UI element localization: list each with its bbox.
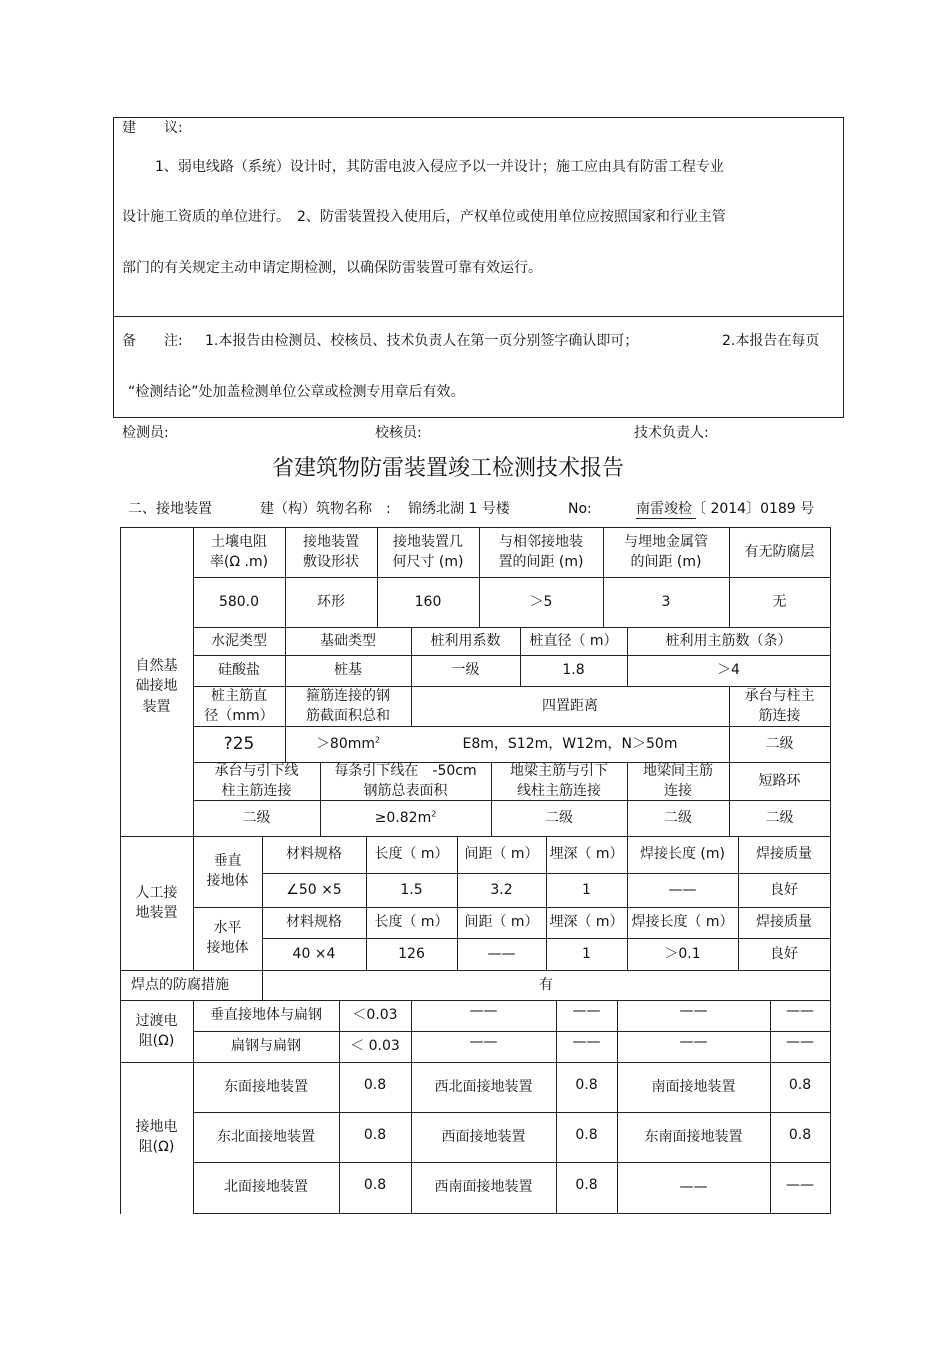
vertical-header: 材料规格 — [286, 846, 342, 862]
natural-header-4: 短路环 — [758, 773, 801, 789]
remark-label: 备 注: — [122, 333, 183, 349]
natural-value-4: 二级 — [664, 810, 692, 826]
natural-value-2: 硅酸盐 — [218, 662, 260, 678]
grounding-point-value: 0.8 — [788, 1127, 812, 1143]
natural-header-3: 四置距离 — [542, 698, 598, 714]
weld-anticorrosion-value: 有 — [539, 977, 553, 993]
table-hline — [120, 1062, 831, 1063]
vertical-value: 1 — [582, 882, 591, 898]
table-hline — [120, 527, 831, 528]
natural-header-4: 每条引下线在 -50cm 钢筋总表面积 — [334, 763, 477, 800]
natural-value-3: 二级 — [765, 736, 794, 752]
table-hline — [193, 907, 831, 908]
transition-row-value: ＜ 0.03 — [350, 1038, 400, 1054]
natural-value-2: ＞4 — [717, 662, 740, 678]
natural-header-1: 接地装置 敷设形状 — [303, 534, 359, 571]
natural-value-1: 3 — [661, 594, 671, 610]
table-hline — [120, 970, 831, 971]
grounding-point-value: 0.8 — [363, 1177, 387, 1193]
grounding-point-name: 西面接地装置 — [441, 1129, 526, 1145]
table-hline — [193, 577, 831, 578]
grounding-point-value: 0.8 — [788, 1077, 812, 1093]
horizontal-value: 良好 — [770, 946, 798, 962]
horizontal-value: 1 — [582, 946, 591, 962]
horizontal-value: —— — [487, 946, 516, 962]
table-hline — [193, 1213, 831, 1214]
natural-value-3: E8m，S12m，W12m，N＞50m — [462, 736, 678, 752]
horizontal-value: 40 ×4 — [292, 946, 336, 962]
horizontal-header: 焊接质量 — [756, 914, 812, 930]
horizontal-electrode-label: 水平 接地体 — [206, 920, 249, 957]
grounding-point-name: 东面接地装置 — [224, 1079, 308, 1095]
artificial-grounding-label: 人工接 地装置 — [135, 885, 178, 922]
grounding-point-name: 东南面接地装置 — [644, 1129, 743, 1145]
natural-value-1: 环形 — [317, 594, 345, 610]
grounding-point-name: 南面接地装置 — [651, 1079, 736, 1095]
remark-part-1: 1.本报告由检测员、校核员、技术负责人在第一页分别签字确认即可； — [205, 333, 639, 349]
grounding-point-value: 0.8 — [363, 1077, 387, 1093]
vertical-value: —— — [668, 882, 697, 898]
vertical-header: 焊接长度 (m) — [639, 846, 725, 862]
natural-value-2: 一级 — [451, 662, 480, 678]
natural-header-3: 箍筋连接的钢 筋截面积总和 — [306, 688, 390, 725]
building-label: 建（构）筑物名称 : — [260, 501, 391, 517]
vertical-header: 长度（ m） — [374, 846, 449, 862]
horizontal-header: 间距（ m） — [464, 914, 539, 930]
natural-value-2: 桩基 — [334, 662, 362, 678]
grounding-point-value: —— — [786, 1177, 814, 1193]
transition-row-name: 垂直接地体与扁钢 — [210, 1007, 322, 1023]
transition-row-empty: —— — [679, 1003, 708, 1019]
vertical-value: ∠50 ×5 — [286, 882, 342, 898]
horizontal-header: 材料规格 — [286, 914, 342, 930]
table-hline — [193, 655, 831, 656]
suggestion-label: 建 议: — [122, 120, 183, 136]
checker-label: 校核员: — [375, 425, 422, 441]
table-vline — [830, 527, 831, 1214]
grounding-point-name: 西南面接地装置 — [434, 1179, 533, 1195]
natural-header-3: 承台与柱主 筋连接 — [744, 688, 815, 725]
table-hline — [193, 627, 831, 628]
transition-resistance-label: 过渡电 阻(Ω) — [135, 1013, 178, 1050]
report-no-value: 南雷竣检〔 2014〕0189 号 — [636, 501, 815, 517]
tech-lead-label: 技术负责人: — [634, 425, 709, 441]
natural-header-1: 与埋地金属管 的间距 (m) — [624, 534, 708, 571]
transition-row-empty: —— — [786, 1034, 814, 1050]
table-hline — [193, 1162, 831, 1163]
transition-row-empty: —— — [572, 1034, 601, 1050]
natural-value-4: $\ge 0.82m^2$ — [374, 809, 437, 826]
grounding-point-name: 西北面接地装置 — [434, 1079, 533, 1095]
remark-box — [113, 316, 844, 418]
suggestion-line-2: 设计施工资质的单位进行。 2、防雷装置投入使用后，产权单位或使用单位应按照国家和行业主管 — [122, 209, 726, 225]
report-title: 省建筑物防雷装置竣工检测技术报告 — [272, 456, 625, 481]
remark-part-2: 2.本报告在每页 — [722, 333, 820, 349]
suggestion-line-3: 部门的有关规定主动申请定期检测，以确保防雷装置可靠有效运行。 — [122, 260, 542, 276]
transition-row-empty: —— — [679, 1034, 708, 1050]
transition-row-empty: —— — [572, 1003, 601, 1019]
report-no-underline — [636, 518, 696, 519]
natural-header-1: 土壤电阻 率(Ω .m) — [209, 534, 269, 571]
grounding-point-value: 0.8 — [575, 1177, 598, 1193]
natural-header-2: 桩直径（ m） — [529, 633, 618, 649]
suggestion-line-1: 1、弱电线路（系统）设计时，其防雷电波入侵应予以一并设计；施工应由具有防雷工程专业 — [155, 159, 724, 175]
vertical-value: 良好 — [770, 882, 798, 898]
vertical-header: 焊接质量 — [756, 846, 812, 862]
section-label: 二、接地装置 — [128, 501, 212, 517]
transition-row-empty: —— — [469, 1003, 498, 1019]
horizontal-value: 126 — [398, 946, 425, 962]
report-no-label: No: — [568, 501, 592, 517]
grounding-point-name: —— — [679, 1179, 708, 1195]
natural-header-2: 水泥类型 — [211, 633, 267, 649]
natural-value-4: 二级 — [545, 810, 573, 826]
table-hline — [120, 836, 831, 837]
natural-grounding-label: 自然基 础接地 装置 — [135, 658, 178, 715]
natural-value-4: 二级 — [765, 810, 794, 826]
grounding-point-name: 北面接地装置 — [224, 1179, 308, 1195]
grounding-resistance-label: 接地电 阻(Ω) — [135, 1119, 178, 1156]
natural-value-2: 1.8 — [562, 662, 585, 678]
natural-value-1: 无 — [772, 594, 787, 610]
natural-header-2: 基础类型 — [320, 633, 376, 649]
natural-value-1: ＞5 — [529, 594, 553, 610]
natural-header-1: 与相邻接地装 置的间距 (m) — [498, 534, 584, 571]
grounding-point-name: 东北面接地装置 — [217, 1129, 315, 1145]
vertical-value: 3.2 — [490, 882, 513, 898]
horizontal-header: 长度（ m） — [374, 914, 449, 930]
transition-row-empty: —— — [469, 1034, 498, 1050]
natural-value-1: 160 — [414, 594, 442, 610]
natural-header-4: 地梁间主筋 连接 — [643, 763, 713, 800]
horizontal-header: 焊接长度（ m） — [631, 914, 734, 930]
weld-anticorrosion-label: 焊点的防腐措施 — [131, 977, 229, 993]
remark-line-2: “检测结论”处加盖检测单位公章或检测专用章后有效。 — [128, 384, 465, 400]
table-hline — [193, 1112, 831, 1113]
natural-header-4: 承台与引下线 柱主筋连接 — [214, 763, 299, 800]
horizontal-value: ＞0.1 — [664, 946, 701, 962]
natural-header-3: 桩主筋直 径（mm） — [204, 688, 274, 725]
vertical-header: 间距（ m） — [464, 846, 539, 862]
natural-header-2: 桩利用系数 — [430, 633, 501, 649]
grounding-point-value: 0.8 — [575, 1077, 598, 1093]
natural-header-1: 接地装置几 何尺寸 (m) — [392, 534, 464, 571]
natural-value-3: ?25 — [223, 734, 255, 754]
grounding-point-value: 0.8 — [363, 1127, 387, 1143]
vertical-electrode-label: 垂直 接地体 — [206, 853, 249, 890]
building-name: 锦绣北湖 1 号楼 — [408, 501, 510, 517]
transition-row-value: ＜0.03 — [352, 1007, 398, 1023]
vertical-header: 埋深（ m） — [549, 846, 624, 862]
natural-value-1: 580.0 — [218, 594, 260, 610]
natural-value-4: 二级 — [242, 810, 271, 826]
vertical-value: 1.5 — [400, 882, 423, 898]
horizontal-header: 埋深（ m） — [549, 914, 624, 930]
natural-header-2: 桩利用主筋数（条） — [665, 633, 792, 649]
natural-header-4: 地梁主筋与引下 线柱主筋连接 — [510, 763, 608, 800]
natural-header-1: 有无防腐层 — [744, 544, 815, 560]
inspector-label: 检测员: — [122, 425, 169, 441]
table-vline — [120, 527, 121, 1214]
grounding-point-value: 0.8 — [575, 1127, 598, 1143]
transition-row-empty: —— — [786, 1003, 814, 1019]
natural-value-3: $>80mm^2$ — [315, 735, 381, 752]
transition-row-name: 扁钢与扁钢 — [231, 1038, 301, 1054]
